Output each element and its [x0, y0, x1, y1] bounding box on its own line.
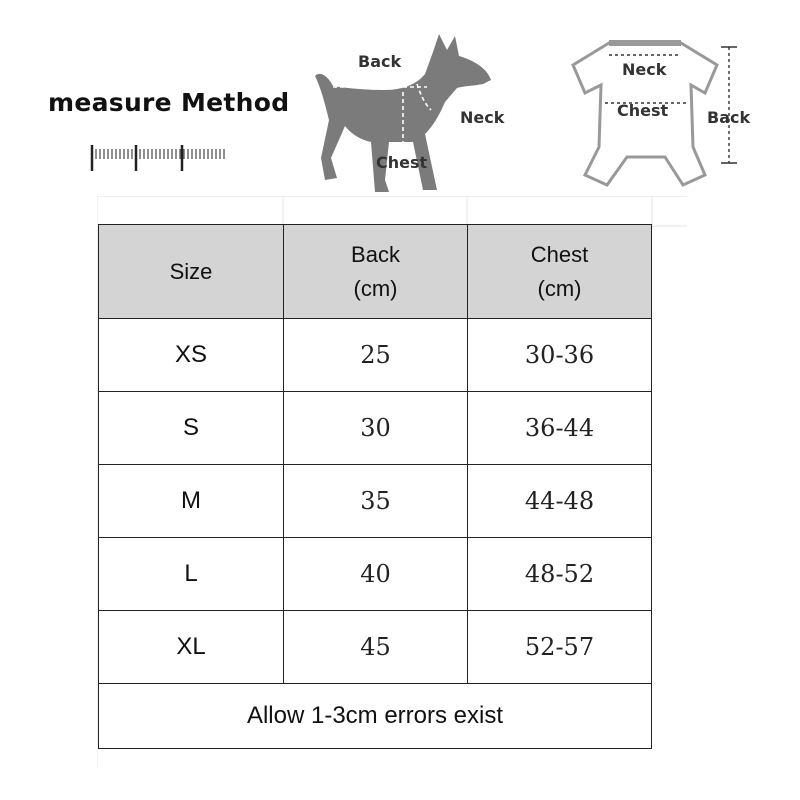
table-row — [99, 319, 652, 392]
dog-back-label: Back — [358, 52, 402, 71]
size-cell: M — [99, 465, 284, 538]
header-size: Size — [99, 225, 284, 319]
tolerance-note: Allow 1-3cm errors exist — [99, 684, 652, 749]
size-cell: XS — [99, 319, 284, 392]
dog-chest-label: Chest — [376, 153, 428, 172]
back-cell: 40 — [284, 538, 468, 611]
measure-header — [0, 0, 800, 215]
table-note-row — [99, 684, 652, 749]
table-row — [99, 538, 652, 611]
chest-cell: 30-36 — [468, 319, 652, 392]
back-cell: 45 — [284, 611, 468, 684]
chest-cell: 36-44 — [468, 392, 652, 465]
size-table — [98, 224, 652, 749]
garment-chest-label: Chest — [617, 101, 669, 120]
header-chest: Chest (cm) — [468, 225, 652, 319]
table-row — [99, 611, 652, 684]
garment-neck-label: Neck — [622, 60, 667, 79]
back-cell: 25 — [284, 319, 468, 392]
dog-neck-label: Neck — [460, 108, 505, 127]
size-cell: L — [99, 538, 284, 611]
back-cell: 30 — [284, 392, 468, 465]
header-back: Back (cm) — [284, 225, 468, 319]
ruler-icon — [90, 143, 230, 173]
table-row — [99, 392, 652, 465]
measure-method-title: measure Method — [48, 88, 290, 117]
table-row — [99, 465, 652, 538]
table-header-row — [99, 225, 652, 319]
garment-back-label: Back — [707, 108, 751, 127]
back-cell: 35 — [284, 465, 468, 538]
size-cell: S — [99, 392, 284, 465]
size-cell: XL — [99, 611, 284, 684]
chest-cell: 44-48 — [468, 465, 652, 538]
chest-cell: 48-52 — [468, 538, 652, 611]
chest-cell: 52-57 — [468, 611, 652, 684]
